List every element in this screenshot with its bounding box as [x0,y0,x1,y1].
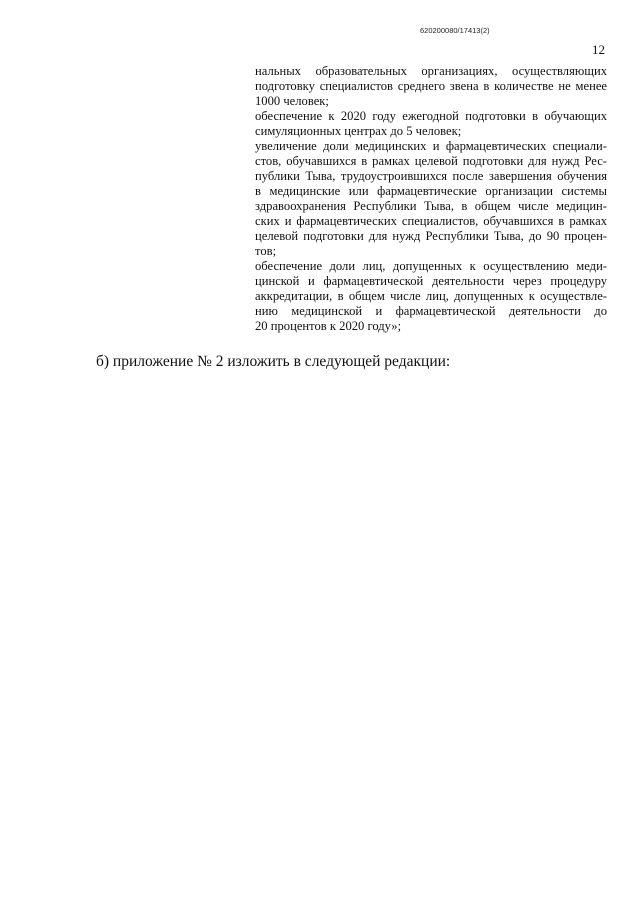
text-line: здравоохранения Республики Тыва, в общем числе медицин- [255,199,607,213]
text-line: нальных образовательных организациях, осуществляющих [255,64,607,78]
text-line: публики Тыва, трудоустроившихся после завершения обучения [255,169,607,183]
text-line: подготовку специалистов среднего звена в количестве не менее [255,79,607,93]
document-code: 620200080/17413(2) [420,26,490,35]
text-line: ских и фармацевтических специалистов, обучавшихся в рамках [255,214,607,228]
amendment-paragraph: б) приложение № 2 изложить в следующей редакции: [96,353,451,370]
indented-text-block [255,64,607,334]
text-line: в медицинские или фармацевтические организации системы [255,184,607,198]
text-line: нию медицинской и фармацевтической деятельности до [255,304,607,318]
text-line: 1000 человек; [255,94,329,108]
page-number: 12 [592,42,605,57]
text-line: стов, обучавшихся в рамках целевой подготовки для нужд Рес- [255,154,607,168]
text-line: увеличение доли медицинских и фармацевтических специали- [255,139,607,153]
text-line: тов; [255,244,277,258]
text-line: обеспечение к 2020 году ежегодной подготовки в обучающих [255,109,607,123]
text-line: обеспечение доли лиц, допущенных к осуществлению меди- [255,259,607,273]
text-line: 20 процентов к 2020 году»; [255,319,402,333]
text-line: симуляционных центрах до 5 человек; [255,124,462,138]
text-line: целевой подготовки для нужд Республики Тыва, до 90 процен- [255,229,607,243]
text-line: аккредитации, в общем числе лиц, допущенных к осуществле- [255,289,607,303]
text-line: цинской и фармацевтической деятельности через процедуру [255,274,607,288]
